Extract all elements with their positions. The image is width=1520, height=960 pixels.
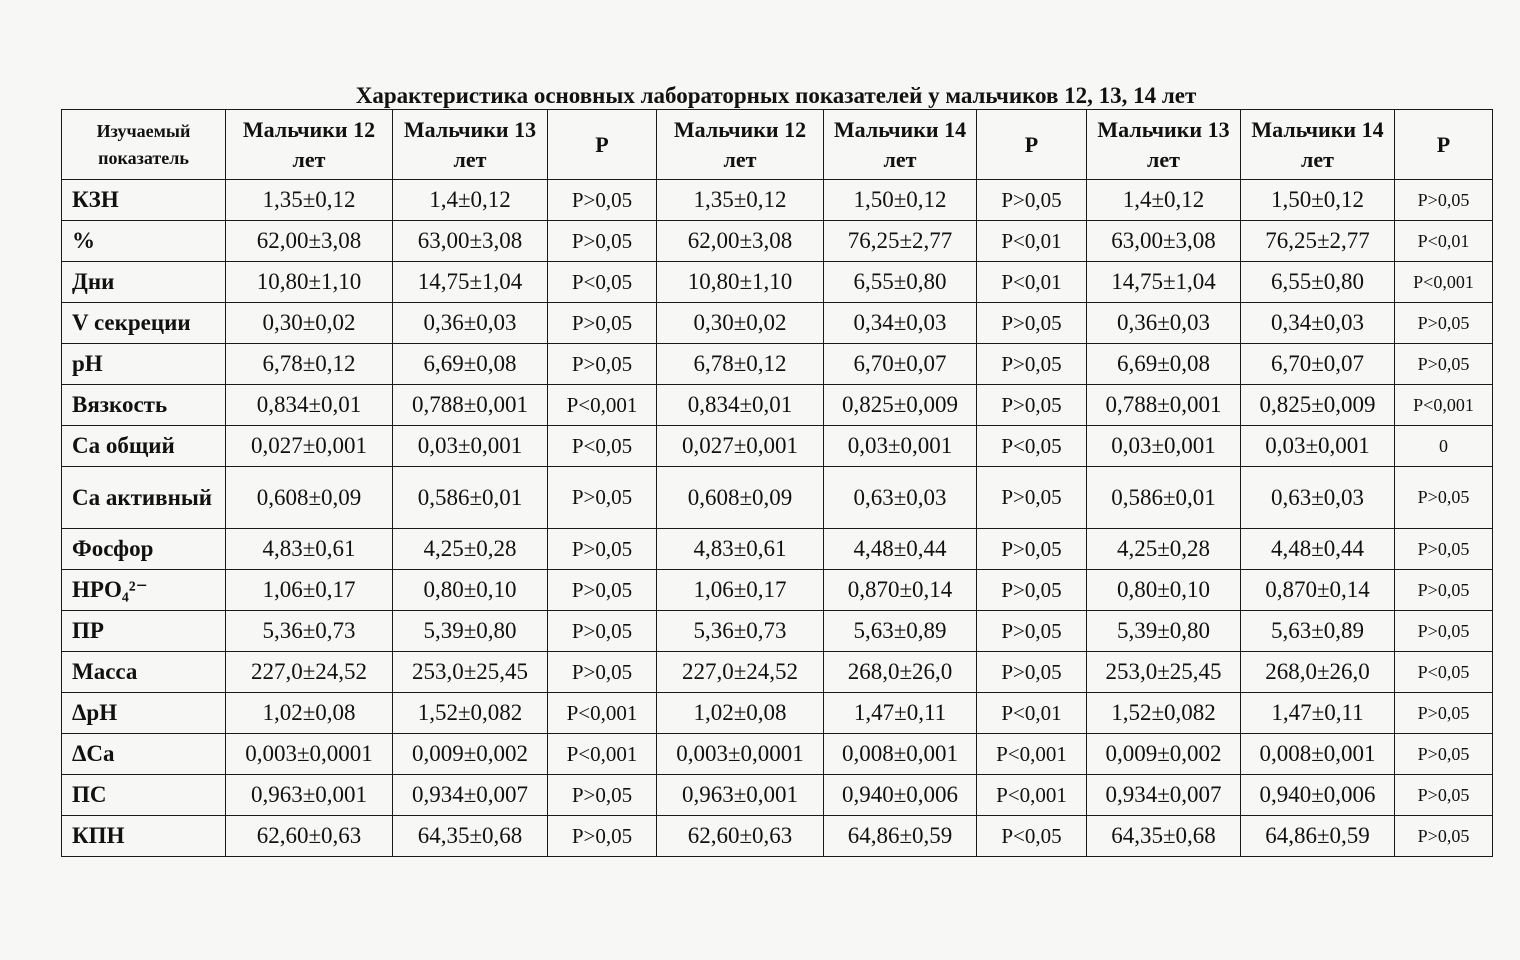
p-value-cell: P>0,05 <box>977 570 1087 611</box>
value-cell: 0,80±0,10 <box>393 570 548 611</box>
value-cell: 0,788±0,001 <box>393 385 548 426</box>
p-value-cell: P<0,05 <box>1395 652 1493 693</box>
value-cell: 6,69±0,08 <box>1087 344 1241 385</box>
value-cell: 1,02±0,08 <box>226 693 393 734</box>
table-row <box>62 344 1493 385</box>
indicator-label: Ca общий <box>62 426 226 467</box>
value-cell: 4,83±0,61 <box>226 529 393 570</box>
value-cell: 0,80±0,10 <box>1087 570 1241 611</box>
value-cell: 1,50±0,12 <box>824 180 977 221</box>
value-cell: 1,35±0,12 <box>226 180 393 221</box>
value-cell: 0,027±0,001 <box>657 426 824 467</box>
indicator-label: КПН <box>62 816 226 857</box>
p-value-cell: 0 <box>1395 426 1493 467</box>
value-cell: 5,63±0,89 <box>824 611 977 652</box>
indicator-label: ΔCa <box>62 734 226 775</box>
value-cell: 4,48±0,44 <box>1241 529 1395 570</box>
value-cell: 0,834±0,01 <box>226 385 393 426</box>
table-row <box>62 529 1493 570</box>
value-cell: 0,36±0,03 <box>1087 303 1241 344</box>
value-cell: 0,63±0,03 <box>824 467 977 529</box>
value-cell: 6,70±0,07 <box>1241 344 1395 385</box>
value-cell: 76,25±2,77 <box>1241 221 1395 262</box>
p-value-cell: P<0,01 <box>1395 221 1493 262</box>
value-cell: 0,934±0,007 <box>1087 775 1241 816</box>
value-cell: 14,75±1,04 <box>1087 262 1241 303</box>
value-cell: 4,83±0,61 <box>657 529 824 570</box>
value-cell: 1,06±0,17 <box>657 570 824 611</box>
p-value-cell: P>0,05 <box>1395 529 1493 570</box>
indicator-label: КЗН <box>62 180 226 221</box>
p-value-cell: P>0,05 <box>548 775 657 816</box>
p-value-cell: P<0,05 <box>977 426 1087 467</box>
p-value-cell: P<0,001 <box>548 385 657 426</box>
value-cell: 0,825±0,009 <box>824 385 977 426</box>
p-value-cell: P>0,05 <box>1395 467 1493 529</box>
value-cell: 0,608±0,09 <box>226 467 393 529</box>
p-value-cell: P>0,05 <box>548 303 657 344</box>
lab-indicators-table <box>61 109 1493 857</box>
header-boys-14-a: Мальчики 14 лет <box>824 110 977 180</box>
value-cell: 0,63±0,03 <box>1241 467 1395 529</box>
p-value-cell: P<0,01 <box>977 262 1087 303</box>
value-cell: 1,06±0,17 <box>226 570 393 611</box>
value-cell: 1,47±0,11 <box>1241 693 1395 734</box>
p-value-cell: P>0,05 <box>548 611 657 652</box>
p-value-cell: P>0,05 <box>548 816 657 857</box>
p-value-cell: P>0,05 <box>977 467 1087 529</box>
p-value-cell: P>0,05 <box>1395 816 1493 857</box>
header-boys-13-a: Мальчики 13 лет <box>393 110 548 180</box>
value-cell: 1,52±0,082 <box>393 693 548 734</box>
p-value-cell: P<0,001 <box>1395 385 1493 426</box>
value-cell: 62,60±0,63 <box>657 816 824 857</box>
table-row <box>62 816 1493 857</box>
value-cell: 268,0±26,0 <box>1241 652 1395 693</box>
value-cell: 6,78±0,12 <box>226 344 393 385</box>
p-value-cell: P>0,05 <box>1395 570 1493 611</box>
value-cell: 5,63±0,89 <box>1241 611 1395 652</box>
value-cell: 0,34±0,03 <box>824 303 977 344</box>
p-value-cell: P>0,05 <box>548 570 657 611</box>
p-value-cell: P<0,001 <box>548 734 657 775</box>
header-row <box>62 110 1493 180</box>
indicator-label: ПС <box>62 775 226 816</box>
p-value-cell: P>0,05 <box>548 180 657 221</box>
value-cell: 4,48±0,44 <box>824 529 977 570</box>
p-value-cell: P<0,05 <box>548 426 657 467</box>
table-row <box>62 385 1493 426</box>
value-cell: 227,0±24,52 <box>226 652 393 693</box>
p-value-cell: P>0,05 <box>977 385 1087 426</box>
p-value-cell: P<0,001 <box>977 734 1087 775</box>
indicator-label: V секреции <box>62 303 226 344</box>
value-cell: 6,78±0,12 <box>657 344 824 385</box>
p-value-cell: P>0,05 <box>977 180 1087 221</box>
value-cell: 0,586±0,01 <box>393 467 548 529</box>
p-value-cell: P>0,05 <box>977 529 1087 570</box>
table-row <box>62 775 1493 816</box>
indicator-label: Масса <box>62 652 226 693</box>
p-value-cell: P<0,001 <box>548 693 657 734</box>
value-cell: 6,70±0,07 <box>824 344 977 385</box>
value-cell: 0,003±0,0001 <box>657 734 824 775</box>
value-cell: 10,80±1,10 <box>226 262 393 303</box>
value-cell: 0,03±0,001 <box>824 426 977 467</box>
value-cell: 0,940±0,006 <box>1241 775 1395 816</box>
p-value-cell: P>0,05 <box>1395 303 1493 344</box>
value-cell: 64,86±0,59 <box>1241 816 1395 857</box>
value-cell: 0,586±0,01 <box>1087 467 1241 529</box>
table-row <box>62 221 1493 262</box>
value-cell: 0,963±0,001 <box>657 775 824 816</box>
p-value-cell: P>0,05 <box>548 344 657 385</box>
header-p-a: P <box>548 110 657 180</box>
value-cell: 0,30±0,02 <box>657 303 824 344</box>
value-cell: 0,34±0,03 <box>1241 303 1395 344</box>
value-cell: 0,788±0,001 <box>1087 385 1241 426</box>
p-value-cell: P<0,01 <box>977 693 1087 734</box>
p-value-cell: P>0,05 <box>977 652 1087 693</box>
indicator-label: Ca активный <box>62 467 226 529</box>
value-cell: 0,825±0,009 <box>1241 385 1395 426</box>
table-row <box>62 734 1493 775</box>
value-cell: 0,963±0,001 <box>226 775 393 816</box>
value-cell: 0,870±0,14 <box>824 570 977 611</box>
p-value-cell: P<0,001 <box>1395 262 1493 303</box>
indicator-label: Вязкость <box>62 385 226 426</box>
p-value-cell: P>0,05 <box>548 529 657 570</box>
table-row <box>62 180 1493 221</box>
value-cell: 0,008±0,001 <box>1241 734 1395 775</box>
p-value-cell: P>0,05 <box>1395 693 1493 734</box>
indicator-label: pH <box>62 344 226 385</box>
value-cell: 64,86±0,59 <box>824 816 977 857</box>
header-boys-14-b: Мальчики 14 лет <box>1241 110 1395 180</box>
header-boys-12-b: Мальчики 12 лет <box>657 110 824 180</box>
value-cell: 64,35±0,68 <box>393 816 548 857</box>
header-p-b: P <box>977 110 1087 180</box>
value-cell: 0,03±0,001 <box>1241 426 1395 467</box>
indicator-label: ΔpH <box>62 693 226 734</box>
header-boys-12-a: Мальчики 12 лет <box>226 110 393 180</box>
p-value-cell: P>0,05 <box>548 467 657 529</box>
value-cell: 0,36±0,03 <box>393 303 548 344</box>
value-cell: 1,47±0,11 <box>824 693 977 734</box>
table-row <box>62 570 1493 611</box>
value-cell: 63,00±3,08 <box>393 221 548 262</box>
value-cell: 62,60±0,63 <box>226 816 393 857</box>
value-cell: 1,52±0,082 <box>1087 693 1241 734</box>
value-cell: 6,55±0,80 <box>1241 262 1395 303</box>
value-cell: 0,934±0,007 <box>393 775 548 816</box>
value-cell: 0,834±0,01 <box>657 385 824 426</box>
p-value-cell: P<0,001 <box>977 775 1087 816</box>
value-cell: 0,940±0,006 <box>824 775 977 816</box>
value-cell: 227,0±24,52 <box>657 652 824 693</box>
table-row <box>62 693 1493 734</box>
header-indicator: Изучаемый показатель <box>62 110 226 180</box>
value-cell: 0,009±0,002 <box>393 734 548 775</box>
header-boys-13-b: Мальчики 13 лет <box>1087 110 1241 180</box>
p-value-cell: P>0,05 <box>977 611 1087 652</box>
p-value-cell: P<0,01 <box>977 221 1087 262</box>
p-value-cell: P<0,05 <box>548 262 657 303</box>
value-cell: 0,027±0,001 <box>226 426 393 467</box>
value-cell: 0,003±0,0001 <box>226 734 393 775</box>
value-cell: 253,0±25,45 <box>393 652 548 693</box>
value-cell: 0,30±0,02 <box>226 303 393 344</box>
value-cell: 1,4±0,12 <box>1087 180 1241 221</box>
value-cell: 1,02±0,08 <box>657 693 824 734</box>
p-value-cell: P>0,05 <box>977 303 1087 344</box>
value-cell: 0,870±0,14 <box>1241 570 1395 611</box>
indicator-label: % <box>62 221 226 262</box>
table-title: Характеристика основных лабораторных показателей у мальчиков 12, 13, 14 лет <box>355 83 1197 108</box>
value-cell: 253,0±25,45 <box>1087 652 1241 693</box>
value-cell: 5,36±0,73 <box>226 611 393 652</box>
p-value-cell: P>0,05 <box>1395 344 1493 385</box>
value-cell: 0,608±0,09 <box>657 467 824 529</box>
indicator-label: Дни <box>62 262 226 303</box>
table-row <box>62 611 1493 652</box>
value-cell: 6,69±0,08 <box>393 344 548 385</box>
p-value-cell: P>0,05 <box>548 652 657 693</box>
value-cell: 5,36±0,73 <box>657 611 824 652</box>
indicator-label: ПР <box>62 611 226 652</box>
value-cell: 64,35±0,68 <box>1087 816 1241 857</box>
value-cell: 14,75±1,04 <box>393 262 548 303</box>
p-value-cell: P>0,05 <box>977 344 1087 385</box>
p-value-cell: P>0,05 <box>1395 180 1493 221</box>
value-cell: 1,50±0,12 <box>1241 180 1395 221</box>
p-value-cell: P>0,05 <box>1395 775 1493 816</box>
value-cell: 62,00±3,08 <box>657 221 824 262</box>
p-value-cell: P>0,05 <box>1395 611 1493 652</box>
indicator-label: HPO₄²⁻ <box>62 570 226 611</box>
value-cell: 5,39±0,80 <box>1087 611 1241 652</box>
table-row <box>62 262 1493 303</box>
table-row <box>62 426 1493 467</box>
value-cell: 76,25±2,77 <box>824 221 977 262</box>
indicator-label: Фосфор <box>62 529 226 570</box>
p-value-cell: P>0,05 <box>1395 734 1493 775</box>
value-cell: 4,25±0,28 <box>393 529 548 570</box>
value-cell: 1,35±0,12 <box>657 180 824 221</box>
table-row <box>62 652 1493 693</box>
value-cell: 62,00±3,08 <box>226 221 393 262</box>
value-cell: 4,25±0,28 <box>1087 529 1241 570</box>
header-p-c: P <box>1395 110 1493 180</box>
p-value-cell: P>0,05 <box>548 221 657 262</box>
value-cell: 0,03±0,001 <box>393 426 548 467</box>
value-cell: 0,009±0,002 <box>1087 734 1241 775</box>
value-cell: 0,03±0,001 <box>1087 426 1241 467</box>
value-cell: 10,80±1,10 <box>657 262 824 303</box>
value-cell: 6,55±0,80 <box>824 262 977 303</box>
p-value-cell: P<0,05 <box>977 816 1087 857</box>
value-cell: 1,4±0,12 <box>393 180 548 221</box>
value-cell: 5,39±0,80 <box>393 611 548 652</box>
value-cell: 63,00±3,08 <box>1087 221 1241 262</box>
value-cell: 268,0±26,0 <box>824 652 977 693</box>
value-cell: 0,008±0,001 <box>824 734 977 775</box>
table-row <box>62 303 1493 344</box>
table-row <box>62 467 1493 529</box>
